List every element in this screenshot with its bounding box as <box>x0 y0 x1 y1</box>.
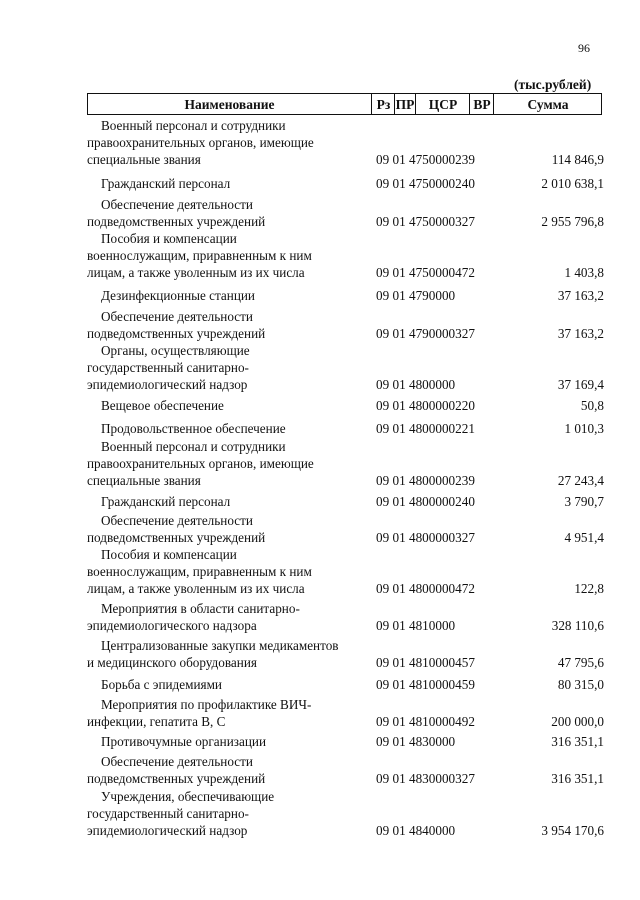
row-sum: 47 795,6 <box>557 655 604 670</box>
row-name <box>87 696 372 730</box>
row-name-line: Гражданский персонал <box>101 176 231 191</box>
row-sum: 37 163,2 <box>557 326 604 341</box>
row-name-line: военнослужащим, приравненным к ним <box>87 248 312 263</box>
row-name <box>87 600 372 634</box>
row-sum: 50,8 <box>580 398 604 413</box>
header-sum: Сумма <box>527 97 569 112</box>
row-code: 09 01 4750000239 <box>376 152 475 167</box>
units-label: (тыс.рублей) <box>514 77 592 92</box>
row-code: 09 01 4810000492 <box>376 714 475 729</box>
row-name-line: эпидемиологический надзор <box>87 823 248 838</box>
row-name <box>87 512 372 546</box>
row-name-line: государственный санитарно- <box>87 360 249 375</box>
page-number: 96 <box>578 41 590 55</box>
row-sum: 200 000,0 <box>551 714 604 729</box>
row-code: 09 01 4810000457 <box>376 655 475 670</box>
row-name <box>87 637 372 671</box>
row-sum: 1 403,8 <box>564 265 604 280</box>
row-code: 09 01 4830000327 <box>376 771 475 786</box>
row-name-line: лицам, а также уволенным из их числа <box>87 265 305 280</box>
row-code: 09 01 4800000327 <box>376 530 475 545</box>
row-name <box>87 676 372 693</box>
row-name-line: инфекции, гепатита В, С <box>87 714 226 729</box>
row-name <box>87 287 372 304</box>
row-name-line: правоохранительных органов, имеющие <box>87 135 314 150</box>
row-code: 09 01 4750000240 <box>376 176 475 191</box>
row-sum: 4 951,4 <box>564 530 604 545</box>
row-name-line: Централизованные закупки медикаментов <box>101 638 339 653</box>
row-name <box>87 753 372 787</box>
table-header <box>87 93 602 115</box>
header-csr: ЦСР <box>428 97 458 112</box>
row-name-line: Обеспечение деятельности <box>101 197 253 212</box>
row-name-line: и медицинского оборудования <box>87 655 257 670</box>
row-name-line: Мероприятия по профилактике ВИЧ- <box>101 697 312 712</box>
row-name <box>87 196 372 230</box>
row-sum: 3 790,7 <box>564 494 604 509</box>
row-name-line: Учреждения, обеспечивающие <box>101 789 275 804</box>
row-name <box>87 117 372 168</box>
row-name <box>87 438 372 489</box>
row-sum: 80 315,0 <box>557 677 604 692</box>
row-name <box>87 230 372 281</box>
row-sum: 37 169,4 <box>557 377 604 392</box>
row-name <box>87 308 372 342</box>
row-code: 09 01 4800000221 <box>376 421 475 436</box>
row-name <box>87 342 372 393</box>
row-name-line: Обеспечение деятельности <box>101 309 253 324</box>
row-name-line: лицам, а также уволенным из их числа <box>87 581 305 596</box>
row-sum: 37 163,2 <box>557 288 604 303</box>
row-sum: 122,8 <box>574 581 604 596</box>
row-code: 09 01 4750000327 <box>376 214 475 229</box>
row-name-line: специальные звания <box>87 152 201 167</box>
row-name <box>87 420 372 437</box>
row-sum: 27 243,4 <box>557 473 604 488</box>
row-name <box>87 733 372 750</box>
row-name-line: Борьба с эпидемиями <box>101 677 222 692</box>
row-name-line: правоохранительных органов, имеющие <box>87 456 314 471</box>
row-name-line: Мероприятия в области санитарно- <box>101 601 300 616</box>
row-name-line: Обеспечение деятельности <box>101 513 253 528</box>
row-sum: 2 010 638,1 <box>541 176 604 191</box>
header-vr: ВР <box>473 97 491 112</box>
row-name-line: подведомственных учреждений <box>87 326 266 341</box>
row-name <box>87 788 372 839</box>
row-name-line: Органы, осуществляющие <box>101 343 250 358</box>
row-name-line: Противочумные организации <box>101 734 267 749</box>
row-name <box>87 493 372 510</box>
row-name-line: подведомственных учреждений <box>87 530 266 545</box>
row-name-line: Пособия и компенсации <box>101 547 237 562</box>
row-name-line: подведомственных учреждений <box>87 214 266 229</box>
row-code: 09 01 4790000 <box>376 288 456 303</box>
row-name-line: подведомственных учреждений <box>87 771 266 786</box>
row-sum: 328 110,6 <box>551 618 604 633</box>
row-code: 09 01 4810000 <box>376 618 456 633</box>
row-name-line: Военный персонал и сотрудники <box>101 439 286 454</box>
row-name-line: специальные звания <box>87 473 201 488</box>
row-code: 09 01 4800000239 <box>376 473 475 488</box>
row-name <box>87 546 372 597</box>
row-code: 09 01 4840000 <box>376 823 456 838</box>
row-name-line: Обеспечение деятельности <box>101 754 253 769</box>
row-code: 09 01 4800000220 <box>376 398 475 413</box>
row-name-line: Пособия и компенсации <box>101 231 237 246</box>
header-pr: ПР <box>395 97 415 112</box>
row-code: 09 01 4800000 <box>376 377 456 392</box>
row-code: 09 01 4810000459 <box>376 677 475 692</box>
row-sum: 316 351,1 <box>551 771 604 786</box>
row-sum: 3 954 170,6 <box>541 823 604 838</box>
row-name-line: эпидемиологического надзора <box>87 618 257 633</box>
row-sum: 2 955 796,8 <box>541 214 604 229</box>
row-name-line: государственный санитарно- <box>87 806 249 821</box>
row-name <box>87 397 372 414</box>
row-name-line: эпидемиологический надзор <box>87 377 248 392</box>
row-name-line: Вещевое обеспечение <box>101 398 224 413</box>
row-sum: 1 010,3 <box>564 421 604 436</box>
header-rz: Рз <box>376 97 391 112</box>
row-name <box>87 175 372 192</box>
row-name-line: Дезинфекционные станции <box>101 288 255 303</box>
row-code: 09 01 4800000472 <box>376 581 475 596</box>
row-name-line: Военный персонал и сотрудники <box>101 118 286 133</box>
row-code: 09 01 4800000240 <box>376 494 475 509</box>
row-code: 09 01 4830000 <box>376 734 456 749</box>
row-code: 09 01 4790000327 <box>376 326 475 341</box>
row-sum: 114 846,9 <box>551 152 604 167</box>
row-code: 09 01 4750000472 <box>376 265 475 280</box>
header-name: Наименование <box>184 97 275 112</box>
row-name-line: Гражданский персонал <box>101 494 231 509</box>
row-name-line: военнослужащим, приравненным к ним <box>87 564 312 579</box>
row-sum: 316 351,1 <box>551 734 604 749</box>
row-name-line: Продовольственное обеспечение <box>101 421 286 436</box>
